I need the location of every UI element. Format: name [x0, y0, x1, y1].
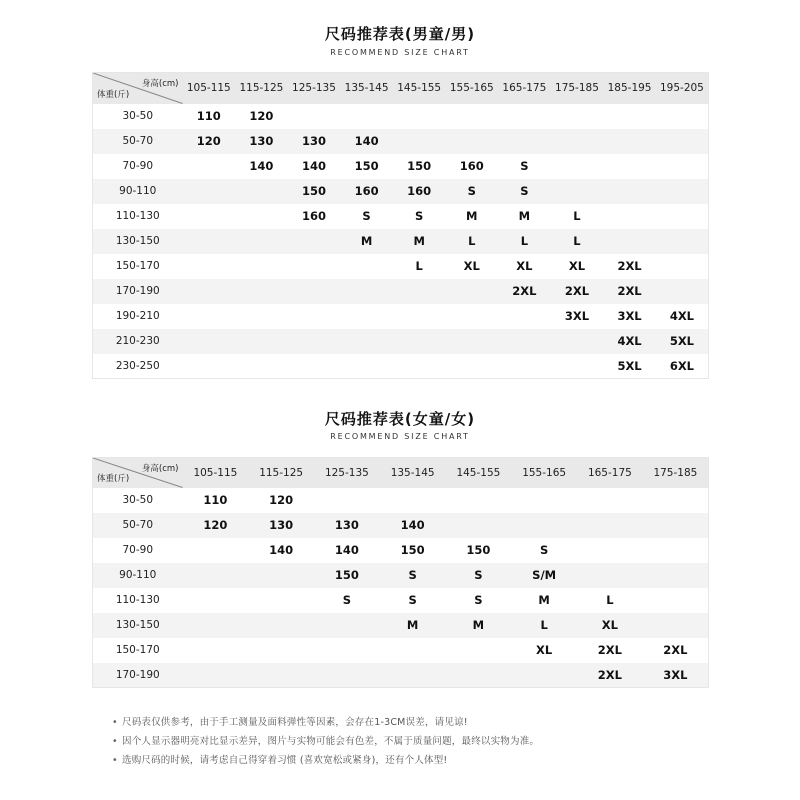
size-cell: S: [393, 204, 446, 229]
size-cell: 2XL: [577, 663, 643, 688]
table-row: [93, 179, 709, 204]
size-cell: [314, 663, 380, 688]
size-cell: [235, 204, 288, 229]
size-cell: S: [314, 588, 380, 613]
size-cell: [183, 638, 249, 663]
girls-subtitle: RECOMMEND SIZE CHART: [330, 432, 470, 441]
size-cell: [393, 129, 446, 154]
size-cell: [235, 254, 288, 279]
size-cell: [551, 129, 604, 154]
size-cell: [340, 354, 393, 379]
height-column-header: 175-185: [551, 73, 604, 104]
size-cell: 2XL: [551, 279, 604, 304]
size-cell: S: [446, 563, 512, 588]
size-cell: S: [380, 563, 446, 588]
size-cell: 120: [183, 129, 236, 154]
size-cell: [248, 588, 314, 613]
size-cell: L: [393, 254, 446, 279]
size-cell: [340, 329, 393, 354]
size-cell: L: [551, 229, 604, 254]
size-cell: [656, 129, 709, 154]
note-text: 尺码表仅供参考，由于手工测量及面料弹性等因素，会存在1-3CM误差，请见谅!: [122, 717, 468, 728]
header-row: [93, 458, 709, 488]
weight-range-cell: 230-250: [93, 354, 183, 379]
size-cell: [393, 329, 446, 354]
table-row: [93, 588, 709, 613]
size-cell: [643, 588, 709, 613]
weight-range-cell: 70-90: [93, 154, 183, 179]
size-cell: 150: [314, 563, 380, 588]
size-cell: L: [511, 613, 577, 638]
size-cell: [498, 129, 551, 154]
weight-range-cell: 190-210: [93, 304, 183, 329]
size-cell: [445, 354, 498, 379]
size-cell: [393, 304, 446, 329]
size-cell: [603, 204, 656, 229]
table-row: [93, 354, 709, 379]
height-column-header: 185-195: [603, 73, 656, 104]
weight-range-cell: 170-190: [93, 663, 183, 688]
size-cell: [577, 488, 643, 513]
size-cell: [656, 104, 709, 129]
table-row: [93, 638, 709, 663]
size-cell: 110: [183, 104, 236, 129]
size-cell: [643, 538, 709, 563]
size-cell: 6XL: [656, 354, 709, 379]
size-cell: [235, 179, 288, 204]
size-cell: [551, 154, 604, 179]
size-cell: [314, 638, 380, 663]
size-cell: [498, 104, 551, 129]
size-cell: [183, 538, 249, 563]
note-text: 选购尺码的时候，请考虑自己得穿着习惯 (喜欢宽松或紧身)，还有个人体型!: [122, 755, 448, 766]
size-cell: [445, 104, 498, 129]
size-cell: 2XL: [603, 279, 656, 304]
size-cell: [577, 513, 643, 538]
size-cell: [248, 563, 314, 588]
size-cell: [288, 229, 341, 254]
header-row: [93, 73, 709, 104]
size-cell: [183, 179, 236, 204]
table-row: [93, 329, 709, 354]
size-cell: [340, 304, 393, 329]
size-cell: [340, 279, 393, 304]
bullet-icon: •: [112, 717, 118, 728]
size-cell: [248, 638, 314, 663]
size-cell: [498, 354, 551, 379]
size-cell: 140: [380, 513, 446, 538]
size-cell: [183, 354, 236, 379]
size-cell: 3XL: [551, 304, 604, 329]
height-column-header: 125-135: [314, 458, 380, 488]
weight-range-cell: 50-70: [93, 129, 183, 154]
table-row: [93, 563, 709, 588]
weight-range-cell: 110-130: [93, 588, 183, 613]
size-cell: 130: [235, 129, 288, 154]
weight-range-cell: 170-190: [93, 279, 183, 304]
size-cell: S: [340, 204, 393, 229]
height-axis-label: 身高(cm): [141, 464, 179, 474]
note-item: [112, 713, 712, 732]
size-cell: [551, 354, 604, 379]
size-cell: 160: [340, 179, 393, 204]
corner-header: [93, 458, 183, 488]
corner-header: [93, 73, 183, 104]
size-cell: S: [446, 588, 512, 613]
size-cell: [551, 179, 604, 204]
table-row: [93, 304, 709, 329]
size-cell: [183, 613, 249, 638]
weight-range-cell: 110-130: [93, 204, 183, 229]
size-cell: [380, 663, 446, 688]
size-cell: [380, 488, 446, 513]
size-cell: [183, 204, 236, 229]
size-cell: 130: [314, 513, 380, 538]
size-cell: 3XL: [603, 304, 656, 329]
size-cell: [511, 488, 577, 513]
size-cell: 120: [183, 513, 249, 538]
size-cell: [656, 179, 709, 204]
size-cell: M: [393, 229, 446, 254]
size-cell: [643, 488, 709, 513]
size-cell: [643, 563, 709, 588]
size-cell: M: [498, 204, 551, 229]
height-column-header: 165-175: [498, 73, 551, 104]
table-row: [93, 154, 709, 179]
table-row: [93, 204, 709, 229]
height-column-header: 155-165: [445, 73, 498, 104]
size-cell: [183, 563, 249, 588]
size-cell: M: [511, 588, 577, 613]
size-cell: S/M: [511, 563, 577, 588]
size-cell: 130: [248, 513, 314, 538]
weight-range-cell: 70-90: [93, 538, 183, 563]
size-cell: [248, 613, 314, 638]
size-cell: [340, 104, 393, 129]
weight-range-cell: 30-50: [93, 104, 183, 129]
size-cell: [393, 104, 446, 129]
size-cell: [445, 329, 498, 354]
table-row: [93, 279, 709, 304]
size-cell: [183, 229, 236, 254]
size-cell: [288, 354, 341, 379]
size-cell: M: [446, 613, 512, 638]
girls-title: 尺码推荐表(女童/女): [324, 410, 476, 428]
weight-range-cell: 90-110: [93, 563, 183, 588]
size-cell: 140: [248, 538, 314, 563]
size-cell: [183, 254, 236, 279]
size-cell: 140: [314, 538, 380, 563]
height-column-header: 105-115: [183, 73, 236, 104]
size-cell: [603, 154, 656, 179]
size-cell: [511, 513, 577, 538]
table-row: [93, 488, 709, 513]
size-cell: [498, 304, 551, 329]
size-cell: 2XL: [498, 279, 551, 304]
size-cell: M: [380, 613, 446, 638]
height-column-header: 145-155: [446, 458, 512, 488]
size-cell: [551, 104, 604, 129]
size-cell: 2XL: [643, 638, 709, 663]
size-cell: 130: [288, 129, 341, 154]
table-row: [93, 229, 709, 254]
size-cell: [643, 613, 709, 638]
size-cell: [314, 488, 380, 513]
size-cell: 160: [393, 179, 446, 204]
table-row: [93, 513, 709, 538]
size-cell: [603, 129, 656, 154]
size-cell: [235, 329, 288, 354]
note-item: [112, 751, 712, 770]
size-cell: [248, 663, 314, 688]
size-cell: XL: [577, 613, 643, 638]
weight-range-cell: 210-230: [93, 329, 183, 354]
height-column-header: 195-205: [656, 73, 709, 104]
size-cell: [183, 588, 249, 613]
size-cell: 140: [235, 154, 288, 179]
size-cell: [393, 279, 446, 304]
weight-range-cell: 130-150: [93, 613, 183, 638]
weight-range-cell: 150-170: [93, 638, 183, 663]
size-cell: 160: [288, 204, 341, 229]
size-cell: [288, 254, 341, 279]
weight-range-cell: 30-50: [93, 488, 183, 513]
weight-range-cell: 130-150: [93, 229, 183, 254]
size-cell: 150: [340, 154, 393, 179]
size-cell: [446, 513, 512, 538]
height-column-header: 115-125: [248, 458, 314, 488]
size-cell: [603, 179, 656, 204]
size-cell: [445, 304, 498, 329]
height-column-header: 135-145: [380, 458, 446, 488]
notes-list: [112, 713, 712, 770]
size-cell: XL: [445, 254, 498, 279]
size-cell: 120: [235, 104, 288, 129]
size-cell: [288, 329, 341, 354]
size-cell: [656, 229, 709, 254]
size-cell: [603, 229, 656, 254]
table-row: [93, 663, 709, 688]
size-cell: 150: [288, 179, 341, 204]
size-cell: [446, 638, 512, 663]
weight-range-cell: 50-70: [93, 513, 183, 538]
size-cell: [603, 104, 656, 129]
size-cell: [183, 329, 236, 354]
size-cell: S: [380, 588, 446, 613]
size-cell: [656, 254, 709, 279]
size-cell: 5XL: [603, 354, 656, 379]
height-column-header: 105-115: [183, 458, 249, 488]
size-cell: 150: [380, 538, 446, 563]
height-column-header: 155-165: [511, 458, 577, 488]
height-column-header: 125-135: [288, 73, 341, 104]
note-item: [112, 732, 712, 751]
table-row: [93, 129, 709, 154]
size-cell: 110: [183, 488, 249, 513]
boys-title: 尺码推荐表(男童/男): [324, 25, 476, 43]
size-cell: 150: [393, 154, 446, 179]
note-text: 因个人显示器明亮对比显示差异，图片与实物可能会有色差，不属于质量问题，最终以实物为准。: [122, 736, 540, 747]
size-cell: L: [577, 588, 643, 613]
table-row: [93, 613, 709, 638]
table-row: [93, 104, 709, 129]
height-column-header: 165-175: [577, 458, 643, 488]
size-cell: [445, 129, 498, 154]
boys-subtitle: RECOMMEND SIZE CHART: [330, 48, 470, 57]
height-column-header: 145-155: [393, 73, 446, 104]
size-cell: [551, 329, 604, 354]
size-cell: [511, 663, 577, 688]
size-cell: 3XL: [643, 663, 709, 688]
size-cell: [288, 304, 341, 329]
size-cell: S: [445, 179, 498, 204]
size-cell: M: [340, 229, 393, 254]
size-cell: [643, 513, 709, 538]
size-cell: XL: [511, 638, 577, 663]
size-cell: L: [551, 204, 604, 229]
table-row: [93, 254, 709, 279]
size-cell: S: [498, 179, 551, 204]
size-cell: 2XL: [577, 638, 643, 663]
size-cell: [235, 279, 288, 304]
size-cell: [340, 254, 393, 279]
size-cell: 160: [445, 154, 498, 179]
boys-size-table: [92, 72, 709, 379]
bullet-icon: •: [112, 736, 118, 747]
size-cell: [393, 354, 446, 379]
weight-axis-label: 体重(斤): [97, 89, 130, 100]
size-cell: [288, 279, 341, 304]
size-cell: [183, 154, 236, 179]
bullet-icon: •: [112, 755, 118, 766]
size-cell: XL: [551, 254, 604, 279]
size-cell: [498, 329, 551, 354]
size-cell: 4XL: [656, 304, 709, 329]
size-cell: [446, 488, 512, 513]
weight-range-cell: 90-110: [93, 179, 183, 204]
size-cell: [656, 204, 709, 229]
size-cell: S: [511, 538, 577, 563]
height-axis-label: 身高(cm): [141, 79, 179, 89]
height-column-header: 115-125: [235, 73, 288, 104]
height-column-header: 135-145: [340, 73, 393, 104]
size-cell: 5XL: [656, 329, 709, 354]
size-cell: [235, 354, 288, 379]
size-cell: [183, 663, 249, 688]
size-cell: [656, 279, 709, 304]
height-column-header: 175-185: [643, 458, 709, 488]
size-cell: [577, 563, 643, 588]
size-cell: M: [445, 204, 498, 229]
size-cell: 2XL: [603, 254, 656, 279]
size-cell: [314, 613, 380, 638]
girls-size-table: [92, 457, 709, 688]
size-cell: 140: [288, 154, 341, 179]
size-cell: L: [498, 229, 551, 254]
size-cell: [183, 279, 236, 304]
size-cell: 140: [340, 129, 393, 154]
size-cell: S: [498, 154, 551, 179]
size-cell: 120: [248, 488, 314, 513]
size-cell: [288, 104, 341, 129]
table-row: [93, 538, 709, 563]
size-cell: [656, 154, 709, 179]
size-cell: [445, 279, 498, 304]
size-cell: XL: [498, 254, 551, 279]
size-cell: 4XL: [603, 329, 656, 354]
size-cell: [380, 638, 446, 663]
size-cell: [577, 538, 643, 563]
size-cell: [183, 304, 236, 329]
weight-axis-label: 体重(斤): [97, 473, 130, 484]
size-cell: [446, 663, 512, 688]
size-cell: L: [445, 229, 498, 254]
size-cell: 150: [446, 538, 512, 563]
weight-range-cell: 150-170: [93, 254, 183, 279]
size-cell: [235, 304, 288, 329]
size-cell: [235, 229, 288, 254]
